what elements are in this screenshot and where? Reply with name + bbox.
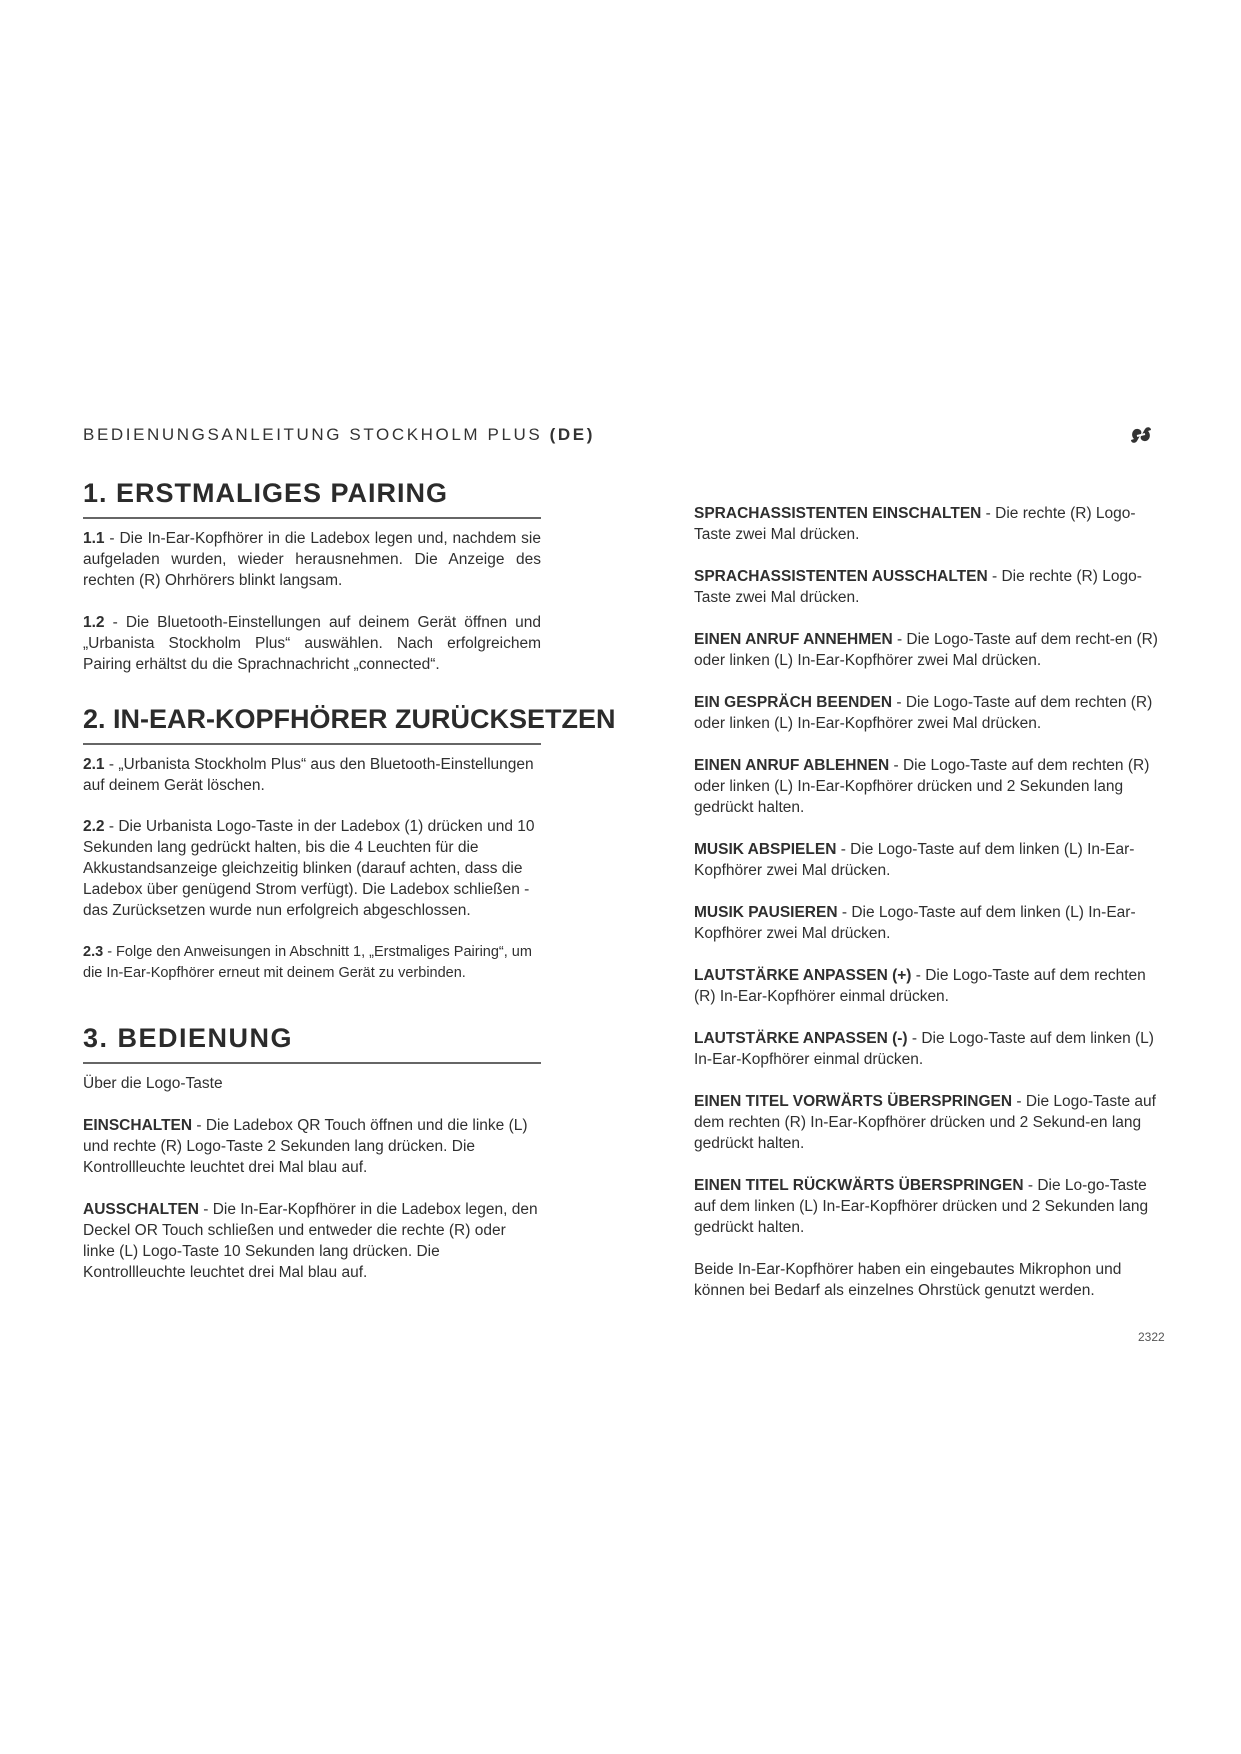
control-reject-call — [694, 755, 1164, 818]
control-text: - Die Logo-Taste auf dem rechten (R) In-Ear-Kopfhörer drücken und 2 Sekund-en lang gedrückt halten. — [694, 1093, 1156, 1152]
control-skip-forward — [694, 1091, 1164, 1154]
control-text: - Die Logo-Taste auf dem rechten (R) In-Ear-Kopfhörer einmal drücken. — [694, 967, 1146, 1005]
control-label: LAUTSTÄRKE ANPASSEN (-) — [694, 1030, 908, 1047]
paragraph-2-3 — [83, 942, 541, 984]
step-number: 2.1 — [83, 756, 105, 773]
control-voice-assistant-off — [694, 566, 1164, 608]
paragraph-1-1 — [83, 528, 541, 591]
control-label: LAUTSTÄRKE ANPASSEN (+) — [694, 967, 912, 984]
control-label: EINEN ANRUF ABLEHNEN — [694, 757, 890, 774]
paragraph-2-2 — [83, 816, 541, 921]
control-end-call — [694, 692, 1164, 734]
page-number: 2322 — [1138, 1330, 1165, 1344]
control-power-on — [83, 1115, 541, 1178]
step-text: - Folge den Anweisungen in Abschnitt 1, „Erstmaliges Pairing“, um die In-Ear-Kopfhörer erneut mit deinem Gerät zu verbinden. — [83, 944, 532, 981]
control-label: EINEN TITEL RÜCKWÄRTS ÜBERSPRINGEN — [694, 1177, 1024, 1194]
control-text: - Die Logo-Taste auf dem linken (L) In-Ear-Kopfhörer zwei Mal drücken. — [694, 904, 1136, 942]
step-number: 2.3 — [83, 944, 104, 960]
step-text: - „Urbanista Stockholm Plus“ aus den Bluetooth-Einstellungen auf deinem Gerät löschen. — [83, 756, 534, 794]
control-label: EINEN ANRUF ANNEHMEN — [694, 631, 893, 648]
step-number: 1.2 — [83, 614, 105, 631]
microphone-note: Beide In-Ear-Kopfhörer haben ein eingebautes Mikrophon und können bei Bedarf als einzelnes Ohrstück genutzt werden. — [694, 1261, 1122, 1299]
control-label: SPRACHASSISTENTEN EINSCHALTEN — [694, 505, 982, 522]
section-3-heading: 3. BEDIENUNG — [83, 1023, 541, 1064]
control-text: - Die Logo-Taste auf dem recht-en (R) oder linken (L) In-Ear-Kopfhörer zwei Mal drücken. — [694, 631, 1158, 669]
section-3-intro: Über die Logo-Taste — [83, 1075, 223, 1092]
control-text: - Die Logo-Taste auf dem rechten (R) oder linken (L) In-Ear-Kopfhörer drücken und 2 Sekunden lang gedrückt halten. — [694, 757, 1150, 816]
step-text: - Die Urbanista Logo-Taste in der Ladebox (1) drücken und 10 Sekunden lang gedrückt halten, bis die 4 Leuchten für die Akkustandsanzeige gleichzeitig blinken (darauf achten, dass die Ladebox über genügend Strom verfügt). Die Ladebox schließen - das Zurücksetzen wurde nun erfolgreich abgeschlossen. — [83, 818, 535, 919]
control-volume-down — [694, 1028, 1164, 1070]
control-text: - Die Lo-go-Taste auf dem linken (L) In-Ear-Kopfhörer drücken und 2 Sekunden lang gedrückt halten. — [694, 1177, 1149, 1236]
control-text: - Die rechte (R) Logo-Taste zwei Mal drücken. — [694, 505, 1136, 543]
control-label: EIN GESPRÄCH BEENDEN — [694, 694, 893, 711]
language-code: (DE) — [549, 425, 596, 444]
control-voice-assistant-on — [694, 503, 1164, 545]
control-text: - Die Ladebox QR Touch öffnen und die linke (L) und rechte (R) Logo-Taste 2 Sekunden lang drücken. Die Kontrollleuchte leuchtet drei Mal blau auf. — [83, 1117, 528, 1176]
section-1-heading: 1. ERSTMALIGES PAIRING — [83, 478, 541, 519]
control-label: EINEN TITEL VORWÄRTS ÜBERSPRINGEN — [694, 1093, 1013, 1110]
control-accept-call — [694, 629, 1164, 671]
paragraph-2-1 — [83, 754, 541, 796]
control-label: AUSSCHALTEN — [83, 1201, 199, 1218]
paragraph-1-2 — [83, 612, 541, 675]
step-number: 1.1 — [83, 530, 105, 547]
control-skip-backward — [694, 1175, 1164, 1238]
control-text: - Die Logo-Taste auf dem linken (L) In-Ear-Kopfhörer einmal drücken. — [694, 1030, 1154, 1068]
document-title: BEDIENUNGSANLEITUNG STOCKHOLM PLUS — [83, 425, 543, 444]
step-number: 2.2 — [83, 818, 105, 835]
step-text: - Die In-Ear-Kopfhörer in die Ladebox legen und, nachdem sie aufgeladen wurden, wieder herausnehmen. Die Anzeige des rechten (R) Ohrhörers blinkt langsam. — [83, 530, 541, 589]
control-text: - Die Logo-Taste auf dem linken (L) In-Ear-Kopfhörer zwei Mal drücken. — [694, 841, 1135, 879]
step-text: - Die Bluetooth-Einstellungen auf deinem Gerät öffnen und „Urbanista Stockholm Plus“ auswählen. Nach erfolgreichem Pairing erhältst du die Sprachnachricht „connected“. — [83, 614, 541, 673]
control-text: - Die Logo-Taste auf dem rechten (R) oder linken (L) In-Ear-Kopfhörer zwei Mal drücken. — [694, 694, 1153, 732]
control-label: EINSCHALTEN — [83, 1117, 193, 1134]
control-label: MUSIK ABSPIELEN — [694, 841, 837, 858]
document-header — [83, 425, 595, 445]
control-label: SPRACHASSISTENTEN AUSSCHALTEN — [694, 568, 988, 585]
control-pause-music — [694, 902, 1164, 944]
control-text: - Die rechte (R) Logo-Taste zwei Mal drücken. — [694, 568, 1142, 606]
control-volume-up — [694, 965, 1164, 1007]
section-2-heading: 2. IN-EAR-KOPFHÖRER ZURÜCKSETZEN — [83, 704, 541, 745]
control-play-music — [694, 839, 1164, 881]
urbanista-logo-icon — [1128, 424, 1154, 446]
control-power-off — [83, 1199, 541, 1283]
control-text: - Die In-Ear-Kopfhörer in die Ladebox legen, den Deckel OR Touch schließen und entweder die rechte (R) oder linke (L) Logo-Taste 10 Sekunden lang drücken. Die Kontrollleuchte leuchtet drei Mal blau auf. — [83, 1201, 538, 1281]
control-label: MUSIK PAUSIEREN — [694, 904, 838, 921]
